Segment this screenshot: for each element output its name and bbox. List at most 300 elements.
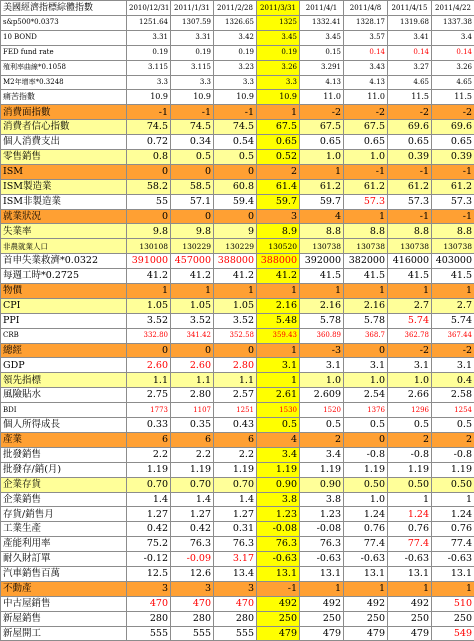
value-cell: 457000 — [171, 254, 214, 269]
value-cell: 41.2 — [171, 269, 214, 284]
value-cell: 0.5 — [257, 418, 300, 433]
value-cell: -2 — [388, 105, 432, 120]
value-cell: 1.19 — [257, 462, 300, 477]
value-cell: 3.42 — [214, 30, 257, 45]
value-cell: -2 — [344, 105, 388, 120]
value-cell: 1.0 — [300, 373, 344, 388]
value-cell: 3.291 — [300, 60, 344, 75]
table-row — [1, 358, 474, 373]
value-cell: 3.3 — [127, 75, 171, 90]
value-cell: 470 — [214, 596, 257, 611]
table-row — [1, 552, 474, 567]
row-label: CRB — [1, 328, 127, 343]
value-cell: 13.1 — [344, 566, 388, 581]
value-cell: 0.8 — [127, 150, 171, 165]
value-cell: 59.4 — [214, 194, 257, 209]
value-cell: 470 — [171, 596, 214, 611]
table-row — [1, 30, 474, 45]
sheet-title: 美國經濟指標綜體指數 — [1, 1, 127, 16]
value-cell: 1.19 — [432, 462, 474, 477]
value-cell: 11.0 — [300, 90, 344, 105]
value-cell: 0.34 — [171, 135, 214, 150]
value-cell: 392000 — [300, 254, 344, 269]
value-cell: 67.5 — [300, 120, 344, 135]
table-row — [1, 298, 474, 313]
value-cell: 1.1 — [127, 373, 171, 388]
value-cell: -2 — [388, 343, 432, 358]
value-cell: 67.5 — [257, 120, 300, 135]
value-cell: 479 — [257, 626, 300, 641]
value-cell: 77.4 — [344, 537, 388, 552]
value-cell: 0.65 — [300, 135, 344, 150]
value-cell: 1 — [388, 284, 432, 299]
value-cell: 3.1 — [388, 358, 432, 373]
value-cell: 1.23 — [257, 507, 300, 522]
value-cell: 1 — [344, 581, 388, 596]
value-cell: 1328.17 — [344, 16, 388, 31]
value-cell: 8.8 — [344, 224, 388, 239]
table-row — [1, 120, 474, 135]
value-cell: -0.8 — [344, 447, 388, 462]
value-cell: 1 — [344, 209, 388, 224]
value-cell: 3.1 — [300, 358, 344, 373]
row-label: 10 BOND — [1, 30, 127, 45]
value-cell: 3.4 — [300, 447, 344, 462]
value-cell: 1296 — [388, 403, 432, 418]
value-cell: 0.4 — [432, 373, 474, 388]
value-cell: 1107 — [171, 403, 214, 418]
value-cell: -0.08 — [257, 522, 300, 537]
value-cell: 3.1 — [257, 358, 300, 373]
row-label: PPI — [1, 313, 127, 328]
table-row — [1, 403, 474, 418]
value-cell: -2 — [300, 105, 344, 120]
value-cell: 0.14 — [344, 45, 388, 60]
value-cell: 61.2 — [300, 179, 344, 194]
value-cell: 76.3 — [171, 537, 214, 552]
value-cell: -0.8 — [388, 447, 432, 462]
value-cell: 0.5 — [344, 418, 388, 433]
value-cell: 3.31 — [171, 30, 214, 45]
value-cell: 549 — [432, 626, 474, 641]
row-label: 新屋開工 — [1, 626, 127, 641]
value-cell: 8.9 — [257, 224, 300, 239]
value-cell: 1.0 — [344, 492, 388, 507]
value-cell: 1.19 — [344, 462, 388, 477]
value-cell: 3.8 — [257, 492, 300, 507]
value-cell: -1 — [257, 581, 300, 596]
value-cell: 492 — [300, 596, 344, 611]
row-label: 批發銷售 — [1, 447, 127, 462]
header-row — [1, 1, 474, 16]
value-cell: 3.17 — [214, 552, 257, 567]
row-label: 非農就業人口 — [1, 239, 127, 254]
value-cell: 3.41 — [388, 30, 432, 45]
value-cell: 2 — [388, 432, 432, 447]
value-cell: 0.50 — [344, 477, 388, 492]
value-cell: 75.2 — [127, 537, 171, 552]
value-cell: 3 — [214, 581, 257, 596]
value-cell: 2.80 — [214, 358, 257, 373]
value-cell: 41.5 — [388, 269, 432, 284]
value-cell: 3.45 — [257, 30, 300, 45]
value-cell: 0.39 — [432, 150, 474, 165]
value-cell: 2.7 — [388, 298, 432, 313]
row-label: 首申失業救濟*0.0322 — [1, 254, 127, 269]
row-label: 不動產 — [1, 581, 127, 596]
value-cell: -0.63 — [300, 552, 344, 567]
row-label: 殖利率曲線*0.1058 — [1, 60, 127, 75]
value-cell: 360.89 — [300, 328, 344, 343]
value-cell: -2 — [432, 105, 474, 120]
value-cell: 2.16 — [257, 298, 300, 313]
value-cell: 0 — [171, 209, 214, 224]
value-cell: 1 — [214, 284, 257, 299]
value-cell: 280 — [214, 611, 257, 626]
value-cell: 57.3 — [388, 194, 432, 209]
value-cell: 1 — [257, 343, 300, 358]
value-cell: 0 — [171, 164, 214, 179]
value-cell: 5.78 — [344, 313, 388, 328]
value-cell: -0.63 — [344, 552, 388, 567]
value-cell: 1 — [257, 105, 300, 120]
value-cell: 555 — [171, 626, 214, 641]
value-cell: 1 — [344, 284, 388, 299]
value-cell: 250 — [257, 611, 300, 626]
value-cell: 77.4 — [388, 537, 432, 552]
value-cell: 130520 — [257, 239, 300, 254]
value-cell: -0.12 — [127, 552, 171, 567]
value-cell: 2.75 — [127, 388, 171, 403]
row-label: 新屋銷售 — [1, 611, 127, 626]
value-cell: 1325 — [257, 16, 300, 31]
value-cell: 0 — [127, 209, 171, 224]
value-cell: 2.609 — [300, 388, 344, 403]
value-cell: -0.8 — [432, 447, 474, 462]
value-cell: 1.27 — [214, 507, 257, 522]
table-row — [1, 150, 474, 165]
value-cell: 2.54 — [344, 388, 388, 403]
value-cell: 1.27 — [171, 507, 214, 522]
table-row — [1, 224, 474, 239]
value-cell: 2.66 — [388, 388, 432, 403]
value-cell: 0.5 — [432, 418, 474, 433]
row-label: 汽車銷售百萬 — [1, 566, 127, 581]
value-cell: 0.14 — [388, 45, 432, 60]
value-cell: 1 — [300, 284, 344, 299]
row-label: 產業 — [1, 432, 127, 447]
value-cell: 470 — [127, 596, 171, 611]
row-label: s&p500*0.0373 — [1, 16, 127, 31]
value-cell: 359.43 — [257, 328, 300, 343]
value-cell: -0.09 — [171, 552, 214, 567]
value-cell: 280 — [127, 611, 171, 626]
value-cell: 0.70 — [171, 477, 214, 492]
value-cell: 2.60 — [171, 358, 214, 373]
value-cell: 510 — [432, 596, 474, 611]
value-cell: 41.5 — [300, 269, 344, 284]
value-cell: 555 — [214, 626, 257, 641]
value-cell: 61.2 — [388, 179, 432, 194]
value-cell: 0.76 — [432, 522, 474, 537]
value-cell: 1.24 — [432, 507, 474, 522]
value-cell: 76.3 — [214, 537, 257, 552]
value-cell: 4.65 — [432, 75, 474, 90]
value-cell: 12.5 — [127, 566, 171, 581]
value-cell: 0.76 — [344, 522, 388, 537]
value-cell: 388000 — [214, 254, 257, 269]
value-cell: 382000 — [344, 254, 388, 269]
section-row — [1, 105, 474, 120]
value-cell: 3.4 — [257, 447, 300, 462]
value-cell: 2.16 — [344, 298, 388, 313]
row-label: 企業銷售 — [1, 492, 127, 507]
value-cell: 1.27 — [127, 507, 171, 522]
value-cell: 1.24 — [344, 507, 388, 522]
value-cell: 55 — [127, 194, 171, 209]
value-cell: 74.5 — [127, 120, 171, 135]
value-cell: 10.9 — [214, 90, 257, 105]
value-cell: -0.08 — [300, 522, 344, 537]
value-cell: 367.44 — [432, 328, 474, 343]
value-cell: 130108 — [127, 239, 171, 254]
value-cell: 76.3 — [300, 537, 344, 552]
value-cell: 41.2 — [257, 269, 300, 284]
table-row — [1, 388, 474, 403]
row-label: 每週工時*0.2725 — [1, 269, 127, 284]
table-row — [1, 418, 474, 433]
value-cell: 0.14 — [432, 45, 474, 60]
row-label: ISM製造業 — [1, 179, 127, 194]
value-cell: 0 — [214, 209, 257, 224]
value-cell: 416000 — [388, 254, 432, 269]
value-cell: 74.5 — [171, 120, 214, 135]
value-cell: 2.58 — [432, 388, 474, 403]
column-header-date: 2010/12/31 — [127, 1, 171, 16]
row-label: GDP — [1, 358, 127, 373]
value-cell: -1 — [432, 164, 474, 179]
value-cell: 13.1 — [388, 566, 432, 581]
value-cell: 11.0 — [344, 90, 388, 105]
value-cell: 58.2 — [127, 179, 171, 194]
value-cell: 60.8 — [214, 179, 257, 194]
value-cell: 0 — [127, 164, 171, 179]
value-cell: 3.52 — [171, 313, 214, 328]
value-cell: 3 — [171, 581, 214, 596]
value-cell: 58.5 — [171, 179, 214, 194]
value-cell: 479 — [300, 626, 344, 641]
value-cell: -1 — [127, 105, 171, 120]
value-cell: 0 — [127, 343, 171, 358]
value-cell: 1 — [257, 373, 300, 388]
value-cell: 0.5 — [171, 150, 214, 165]
value-cell: 130229 — [171, 239, 214, 254]
table-row — [1, 254, 474, 269]
value-cell: 130738 — [344, 239, 388, 254]
table-row — [1, 462, 474, 477]
value-cell: 130738 — [300, 239, 344, 254]
value-cell: 1.1 — [171, 373, 214, 388]
value-cell: 1376 — [344, 403, 388, 418]
value-cell: 0.42 — [127, 522, 171, 537]
row-label: 風險貼水 — [1, 388, 127, 403]
row-label: FED fund rate — [1, 45, 127, 60]
value-cell: 9 — [214, 224, 257, 239]
value-cell: 1.1 — [214, 373, 257, 388]
value-cell: 61.2 — [432, 179, 474, 194]
value-cell: 77.4 — [432, 537, 474, 552]
value-cell: 4.65 — [388, 75, 432, 90]
value-cell: 1 — [127, 284, 171, 299]
value-cell: 10.9 — [171, 90, 214, 105]
value-cell: 1332.41 — [300, 16, 344, 31]
value-cell: 0 — [214, 164, 257, 179]
value-cell: 492 — [257, 596, 300, 611]
value-cell: 1.19 — [388, 462, 432, 477]
value-cell: 3.57 — [344, 30, 388, 45]
row-label: ISM非製造業 — [1, 194, 127, 209]
value-cell: 130738 — [432, 239, 474, 254]
column-header-date: 2011/4/8 — [344, 1, 388, 16]
value-cell: 10.9 — [127, 90, 171, 105]
value-cell: 3.27 — [388, 60, 432, 75]
value-cell: 362.78 — [388, 328, 432, 343]
row-label: 痛苦指數 — [1, 90, 127, 105]
value-cell: 341.42 — [171, 328, 214, 343]
table-row — [1, 611, 474, 626]
table-row — [1, 135, 474, 150]
value-cell: 332.80 — [127, 328, 171, 343]
value-cell: 4 — [257, 432, 300, 447]
row-label: BDI — [1, 403, 127, 418]
value-cell: 250 — [432, 611, 474, 626]
column-header-date: 2011/1/31 — [171, 1, 214, 16]
value-cell: 13.1 — [300, 566, 344, 581]
value-cell: 5.48 — [257, 313, 300, 328]
table-row — [1, 239, 474, 254]
table-row — [1, 566, 474, 581]
value-cell: 0.70 — [214, 477, 257, 492]
table-row — [1, 16, 474, 31]
value-cell: 1.05 — [171, 298, 214, 313]
value-cell: 1.0 — [344, 373, 388, 388]
value-cell: 1 — [257, 284, 300, 299]
value-cell: 250 — [388, 611, 432, 626]
row-label: 批發存/銷(月) — [1, 462, 127, 477]
row-label: 工業生產 — [1, 522, 127, 537]
value-cell: 1307.59 — [171, 16, 214, 31]
value-cell: 0.39 — [388, 150, 432, 165]
value-cell: 0.65 — [432, 135, 474, 150]
value-cell: 3.43 — [344, 60, 388, 75]
row-label: ISM — [1, 164, 127, 179]
value-cell: 2.7 — [432, 298, 474, 313]
value-cell: 479 — [388, 626, 432, 641]
value-cell: 1.4 — [171, 492, 214, 507]
value-cell: 10.9 — [257, 90, 300, 105]
value-cell: 479 — [344, 626, 388, 641]
value-cell: 8.8 — [432, 224, 474, 239]
value-cell: 41.2 — [127, 269, 171, 284]
value-cell: 13.1 — [257, 566, 300, 581]
value-cell: -0.63 — [388, 552, 432, 567]
value-cell: 3.3 — [257, 75, 300, 90]
value-cell: 67.5 — [344, 120, 388, 135]
value-cell: 5.74 — [388, 313, 432, 328]
row-label: 零售銷售 — [1, 150, 127, 165]
value-cell: 1 — [432, 492, 474, 507]
value-cell: -2 — [432, 343, 474, 358]
value-cell: 0.43 — [214, 418, 257, 433]
value-cell: 41.5 — [344, 269, 388, 284]
row-label: 產能利用率 — [1, 537, 127, 552]
value-cell: 11.5 — [388, 90, 432, 105]
value-cell: 3.31 — [127, 30, 171, 45]
value-cell: 6 — [214, 432, 257, 447]
value-cell: 3.1 — [344, 358, 388, 373]
row-label: 失業率 — [1, 224, 127, 239]
section-row — [1, 432, 474, 447]
table-row — [1, 328, 474, 343]
value-cell: 61.2 — [344, 179, 388, 194]
value-cell: 1319.68 — [388, 16, 432, 31]
value-cell: -1 — [344, 164, 388, 179]
value-cell: 6 — [171, 432, 214, 447]
value-cell: 41.5 — [432, 269, 474, 284]
value-cell: 1 — [388, 492, 432, 507]
value-cell: 69.6 — [388, 120, 432, 135]
table-row — [1, 596, 474, 611]
table-row — [1, 45, 474, 60]
value-cell: 250 — [300, 611, 344, 626]
value-cell: 5.74 — [432, 313, 474, 328]
table-row — [1, 507, 474, 522]
value-cell: 0.19 — [127, 45, 171, 60]
row-label: M2年增率*0.3248 — [1, 75, 127, 90]
value-cell: 352.58 — [214, 328, 257, 343]
value-cell: 3 — [127, 581, 171, 596]
value-cell: -1 — [432, 209, 474, 224]
value-cell: 1 — [432, 284, 474, 299]
value-cell: 0 — [344, 432, 388, 447]
value-cell: 3.3 — [214, 75, 257, 90]
value-cell: -1 — [388, 209, 432, 224]
value-cell: 2.80 — [171, 388, 214, 403]
value-cell: 2.60 — [127, 358, 171, 373]
value-cell: 3 — [257, 209, 300, 224]
value-cell: 57.3 — [432, 194, 474, 209]
value-cell: 8.8 — [300, 224, 344, 239]
value-cell: -1 — [171, 105, 214, 120]
value-cell: 1.23 — [300, 507, 344, 522]
value-cell: 1.19 — [214, 462, 257, 477]
table-row — [1, 269, 474, 284]
value-cell: 3.52 — [127, 313, 171, 328]
value-cell: 3.115 — [127, 60, 171, 75]
value-cell: 0.65 — [388, 135, 432, 150]
value-cell: 250 — [344, 611, 388, 626]
value-cell: 0.19 — [214, 45, 257, 60]
value-cell: 1.19 — [300, 462, 344, 477]
value-cell: 0 — [344, 343, 388, 358]
value-cell: 0.54 — [214, 135, 257, 150]
value-cell: 0.65 — [257, 135, 300, 150]
value-cell: 1337.38 — [432, 16, 474, 31]
section-row — [1, 164, 474, 179]
table-row — [1, 90, 474, 105]
value-cell: 0.90 — [257, 477, 300, 492]
table-row — [1, 492, 474, 507]
